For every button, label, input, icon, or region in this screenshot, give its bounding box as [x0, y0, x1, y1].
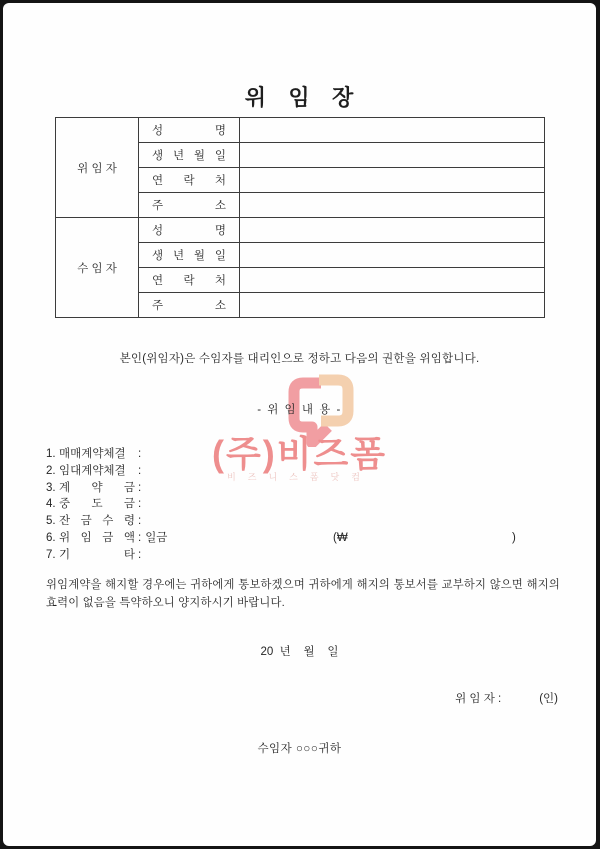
field-label-cell [139, 218, 240, 243]
item-colon: : [138, 548, 142, 561]
field-value-cell [240, 268, 545, 293]
watermark-company-text: (주)비즈폼 [211, 433, 388, 474]
item-number: 1. [46, 448, 56, 460]
item-label: 매매계약체결 [59, 448, 126, 460]
field-value-cell [240, 243, 545, 268]
item-label: 중 도 금 [59, 498, 135, 511]
item-colon: : [138, 481, 142, 494]
field-value-cell [240, 218, 545, 243]
item-label: 기 타 [59, 548, 135, 561]
item-colon: : [138, 515, 142, 528]
item-label: 계 약 금 [59, 481, 135, 494]
list-item-amount [46, 530, 566, 547]
currency-open-paren: (₩ [333, 531, 348, 544]
list-item [46, 513, 566, 530]
watermark-tagline-text: 비즈니스폼닷컴 [227, 472, 372, 482]
delegation-list [46, 446, 566, 564]
item-number: 7. [46, 548, 56, 561]
field-value-cell [240, 293, 545, 318]
item-label: 위 임 금 액 [59, 531, 135, 544]
field-label: 생 년 월 일 [152, 250, 226, 262]
field-label: 성 명 [152, 125, 226, 137]
item-number: 4. [46, 498, 56, 511]
field-value-cell [240, 168, 545, 193]
document-page [3, 3, 596, 846]
item-number: 2. [46, 464, 56, 477]
field-label: 주 소 [152, 200, 226, 212]
field-value-cell [240, 118, 545, 143]
item-number: 5. [46, 515, 56, 528]
termination-notice: 위임계약을 해지할 경우에는 귀하에게 통보하겠으며 귀하에게 해지의 통보서를 교부하지 않으면 해지의 효력이 없음을 특약하오니 양지하시기 바랍니다. [46, 579, 560, 609]
field-label: 주 소 [152, 300, 226, 312]
field-label-cell [139, 143, 240, 168]
recipient-line: 수임자 ○○○귀하 [257, 743, 342, 755]
field-label-cell [139, 268, 240, 293]
table-row [56, 118, 545, 143]
field-label-cell [139, 193, 240, 218]
signature-row [3, 690, 558, 706]
item-colon: : [138, 464, 142, 477]
amount-in-words-label: 일금 [145, 531, 168, 544]
field-label-cell [139, 243, 240, 268]
field-label: 연 락 처 [152, 175, 226, 187]
list-item [46, 547, 566, 564]
item-colon: : [138, 531, 142, 544]
list-item [46, 496, 566, 513]
field-label-cell [139, 168, 240, 193]
field-label: 연 락 처 [152, 275, 226, 287]
list-item [46, 463, 566, 480]
field-label: 성 명 [152, 225, 226, 237]
delegation-statement: 본인(위임자)은 수임자를 대리인으로 정하고 다음의 권한을 위임합니다. [119, 353, 480, 365]
item-number: 3. [46, 481, 56, 494]
parties-table [55, 117, 545, 318]
table-row [56, 218, 545, 243]
date-line: 20 년 월 일 [260, 646, 339, 658]
item-colon: : [138, 448, 142, 460]
list-item [46, 446, 566, 463]
delegate-group-cell: 수 임 자 [56, 218, 139, 318]
delegator-group-cell: 위 임 자 [56, 118, 139, 218]
field-label: 생 년 월 일 [152, 150, 226, 162]
item-colon: : [138, 498, 142, 511]
field-label-cell [139, 293, 240, 318]
item-number: 6. [46, 531, 56, 544]
field-value-cell [240, 193, 545, 218]
delegation-contents-heading: - 위 임 내 용 - [257, 404, 342, 416]
field-label-cell [139, 118, 240, 143]
item-label: 임대계약체결 [59, 464, 126, 477]
document-title: 위 임 장 [244, 85, 355, 110]
list-item [46, 480, 566, 497]
item-label: 잔 금 수 령 [59, 515, 135, 528]
delegator-signature-label: 위 임 자 : [455, 693, 502, 705]
currency-close-paren: ) [512, 531, 516, 544]
seal-placeholder: (인) [539, 693, 558, 705]
field-value-cell [240, 143, 545, 168]
